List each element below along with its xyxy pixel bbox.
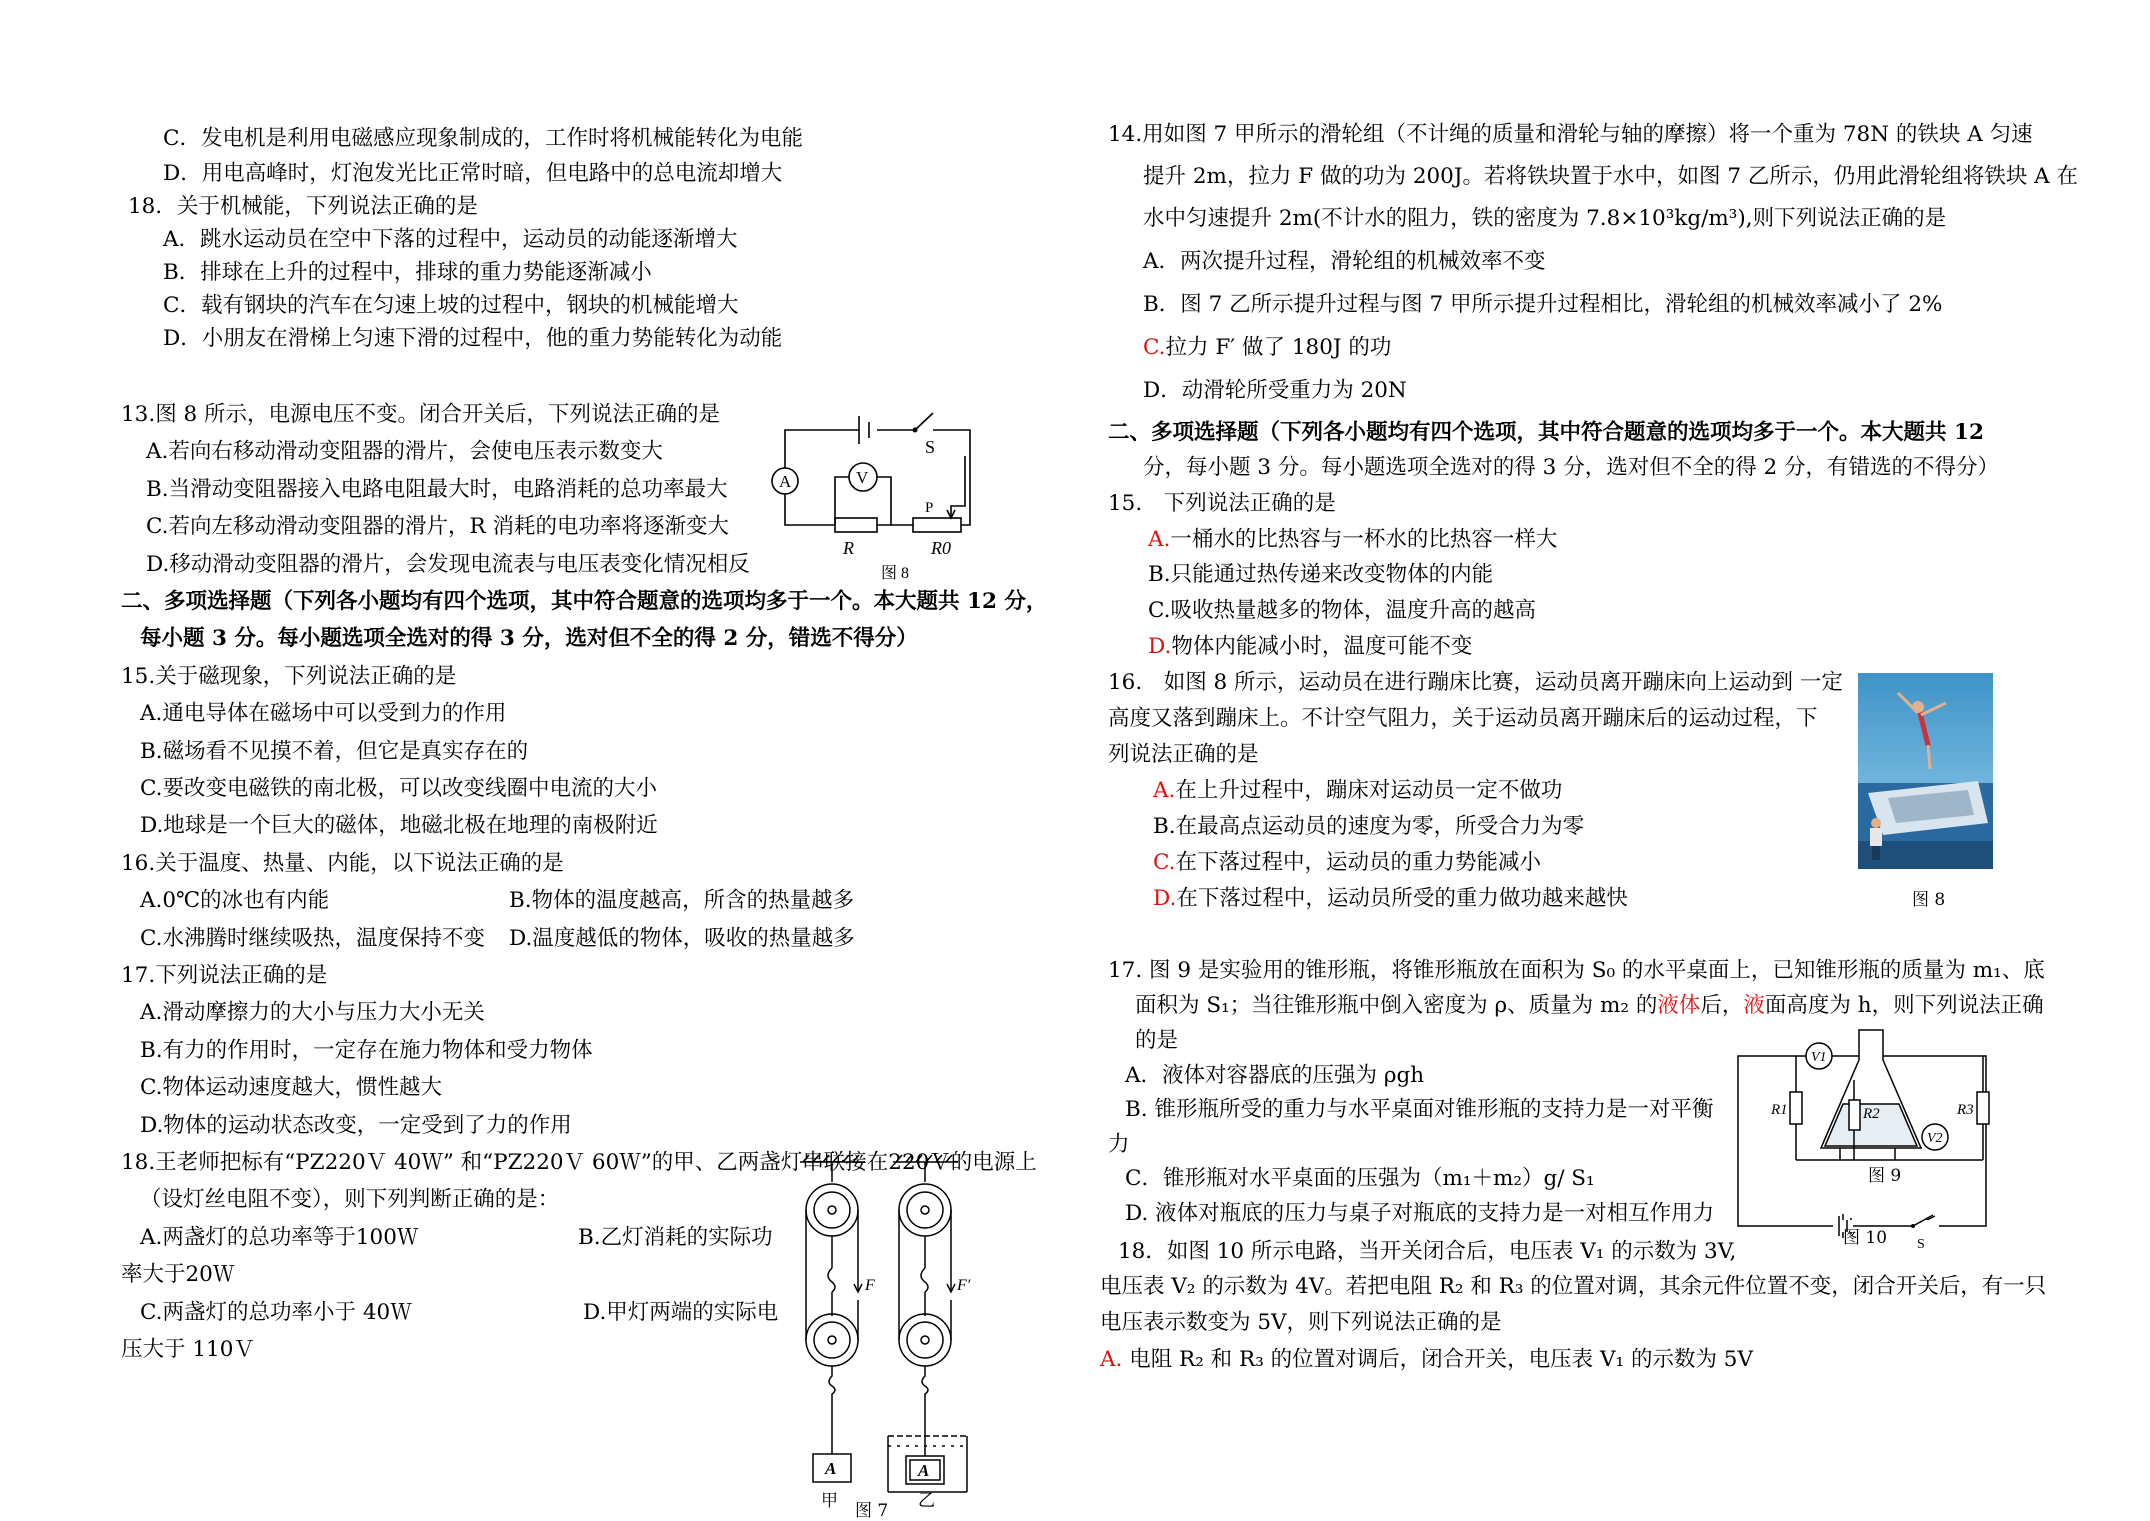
r-q16-stem-line1: 16. 如图 8 所示，运动员在进行蹦床比赛，运动员离开蹦床向上运动到 一定 bbox=[1108, 670, 1843, 695]
r-q14-stem-line3: 水中匀速提升 2m(不计水的阻力，铁的密度为 7.8×10³kg/m³),则下列说法正确的是 bbox=[1143, 206, 1947, 231]
q17-stem: 17.下列说法正确的是 bbox=[121, 963, 328, 988]
fig10-v1-label: V1 bbox=[1811, 1050, 1827, 1065]
q18a-option-a: A．跳水运动员在空中下落的过程中，运动员的动能逐渐增大 bbox=[163, 227, 738, 252]
q15-stem: 15.关于磁现象，下列说法正确的是 bbox=[121, 664, 457, 689]
q17-option-b: B.有力的作用时，一定存在施力物体和受力物体 bbox=[140, 1038, 593, 1063]
r-q17-option-b-part2: 力 bbox=[1108, 1132, 1130, 1157]
r-q16-stem-line3: 列说法正确的是 bbox=[1108, 742, 1259, 767]
q16-stem: 16.关于温度、热量、内能，以下说法正确的是 bbox=[121, 851, 564, 876]
r-q18-stem-line2: 电压表 V₂ 的示数为 4V。若把电阻 R₂ 和 R₃ 的位置对调，其余元件位置不变，闭合开关后，有一只 bbox=[1100, 1274, 2047, 1299]
q18b-option-d-part1: D.甲灯两端的实际电 bbox=[583, 1300, 779, 1325]
prev-option-d: D．用电高峰时，灯泡发光比正常时暗，但电路中的总电流却增大 bbox=[163, 161, 783, 186]
q18a-stem: 18．关于机械能，下列说法正确的是 bbox=[128, 194, 478, 219]
q18a-option-b: B．排球在上升的过程中，排球的重力势能逐渐减小 bbox=[163, 260, 652, 285]
r-q17-l2-part-a: 面积为 S₁；当往锥形瓶中倒入密度为 ρ、质量为 m₂ 的 bbox=[1135, 993, 1658, 1018]
fig8-ammeter-label: A bbox=[779, 472, 792, 491]
fig7-pulley-diagram bbox=[775, 1150, 1025, 1518]
r-q14-option-c-letter: C. bbox=[1143, 335, 1166, 360]
r-q17-stem-line3: 的是 bbox=[1135, 1028, 1179, 1053]
left-section2-heading-line2: 每小题 3 分。每小题选项全选对的得 3 分，选对但不全的得 2 分，错选不得分） bbox=[140, 626, 918, 651]
q18b-stem-line1: 18.王老师把标有“PZ220Ｖ 40Ｗ” 和“PZ220Ｖ 60Ｗ”的甲、乙两盏灯串联接在220Ｖ的电源上 bbox=[121, 1150, 1037, 1175]
q15-option-c: C.要改变电磁铁的南北极，可以改变线圈中电流的大小 bbox=[140, 776, 658, 801]
r-q14-stem-line2: 提升 2m，拉力 F 做的功为 200J。若将铁块置于水中，如图 7 乙所示，仍用此滑轮组将铁块 A 在 bbox=[1143, 164, 2079, 189]
fig10-switch-label: S bbox=[1917, 1237, 1925, 1250]
q18a-option-c: C．载有钢块的汽车在匀速上坡的过程中，钢块的机械能增大 bbox=[163, 293, 739, 318]
r-q15-option-c: C.吸收热量越多的物体，温度升高的越高 bbox=[1148, 598, 1537, 623]
q18b-option-a: A.两盏灯的总功率等于100Ｗ bbox=[140, 1225, 419, 1250]
r-q17-option-b-part1: B. 锥形瓶所受的重力与水平桌面对锥形瓶的支持力是一对平衡 bbox=[1125, 1097, 1714, 1122]
r-q18-stem-line1: 18．如图 10 所示电路，当开关闭合后，电压表 V₁ 的示数为 3V, bbox=[1118, 1239, 1737, 1264]
r-q17-l2-liquid2: 液 bbox=[1743, 993, 1765, 1018]
r-q15-stem: 15. 下列说法正确的是 bbox=[1108, 491, 1336, 516]
r-section2-heading-line1: 二、多项选择题（下列各小题均有四个选项，其中符合题意的选项均多于一个。本大题共 12 bbox=[1108, 420, 1984, 445]
r-q15-option-d bbox=[1148, 636, 1472, 658]
fig8-circuit-diagram bbox=[765, 408, 995, 588]
q15-option-b: B.磁场看不见摸不着，但它是真实存在的 bbox=[140, 739, 529, 764]
r-q16-option-a-text: 在上升过程中，蹦床对运动员一定不做功 bbox=[1175, 778, 1563, 803]
q18b-option-d-part2: 压大于 110Ｖ bbox=[121, 1337, 255, 1362]
r-q15-option-b: B.只能通过热传递来改变物体的内能 bbox=[1148, 562, 1494, 587]
r-q17-stem-line1: 17. 图 9 是实验用的锥形瓶，将锥形瓶放在面积为 S₀ 的水平桌面上，已知锥形瓶的质量为 m₁、底 bbox=[1108, 958, 2045, 983]
r-q18-option-a bbox=[1100, 1349, 1753, 1371]
r-q14-option-c-text: 拉力 F′ 做了 180J 的功 bbox=[1165, 335, 1392, 360]
r-q17-option-c: C．锥形瓶对水平桌面的压强为（m₁＋m₂）g/ S₁ bbox=[1125, 1166, 1595, 1191]
q18b-option-b-part1: B.乙灯消耗的实际功 bbox=[578, 1225, 773, 1250]
fig8-resistor-label: R bbox=[843, 538, 854, 558]
fig10-caption: 图 10 bbox=[1843, 1228, 1888, 1248]
r-q18-stem-line3: 电压表示数变为 5V，则下列说法正确的是 bbox=[1100, 1310, 1502, 1335]
q13-option-c: C.若向左移动滑动变阻器的滑片，R 消耗的电功率将逐渐变大 bbox=[146, 514, 730, 539]
r-q14-stem-line1: 14.用如图 7 甲所示的滑轮组（不计绳的质量和滑轮与轴的摩擦）将一个重为 78N 的铁块 A 匀速 bbox=[1108, 122, 2033, 147]
fig8-caption: 图 8 bbox=[881, 565, 910, 582]
fig10-r1-label: R1 bbox=[1771, 1102, 1788, 1118]
r-q14-option-d: D．动滑轮所受重力为 20N bbox=[1143, 378, 1407, 403]
fig7-block-a-yi: A bbox=[918, 1461, 930, 1480]
q18a-option-d: D．小朋友在滑梯上匀速下滑的过程中，他的重力势能转化为动能 bbox=[163, 326, 783, 351]
q17-option-c: C.物体运动速度越大，惯性越大 bbox=[140, 1075, 443, 1100]
r-q15-option-a-letter: A. bbox=[1148, 527, 1171, 552]
r-q16-option-d bbox=[1153, 888, 1628, 910]
r-q14-option-b: B．图 7 乙所示提升过程与图 7 甲所示提升过程相比，滑轮组的机械效率减小了 2% bbox=[1143, 292, 1943, 317]
r-q17-l2-part-e: 面高度为 h，则下列说法正确 bbox=[1764, 993, 2044, 1018]
r-q17-option-a: A．液体对容器底的压强为 ρgh bbox=[1125, 1063, 1425, 1088]
q16-option-a: A.0℃的冰也有内能 bbox=[140, 888, 330, 913]
r-q15-option-d-text: 物体内能减小时，温度可能不变 bbox=[1171, 634, 1473, 659]
r-q16-option-a bbox=[1153, 780, 1562, 802]
q17-option-a: A.滑动摩擦力的大小与压力大小无关 bbox=[140, 1000, 485, 1025]
r-q15-option-a-text: 一桶水的比热容与一杯水的比热容一样大 bbox=[1170, 527, 1558, 552]
q13-option-d: D.移动滑动变阻器的滑片，会发现电流表与电压表变化情况相反 bbox=[146, 552, 750, 577]
fig7-force-f-label: F bbox=[865, 1277, 875, 1294]
q18b-stem-line2: （设灯丝电阻不变），则下列判断正确的是： bbox=[140, 1187, 560, 1212]
r-q16-option-b: B.在最高点运动员的速度为零，所受合力为零 bbox=[1153, 814, 1585, 839]
fig8-slider-label: P bbox=[925, 500, 934, 516]
fig9-fig10-circuit-diagram bbox=[1735, 1020, 1995, 1250]
q18b-option-c: C.两盏灯的总功率小于 40Ｗ bbox=[140, 1300, 412, 1325]
fig8-rheostat-label: R0 bbox=[931, 538, 951, 558]
fig7-caption: 图 7 bbox=[855, 1501, 889, 1521]
q15-option-d: D.地球是一个巨大的磁体，地磁北极在地理的南极附近 bbox=[140, 813, 658, 838]
q17-option-d: D.物体的运动状态改变，一定受到了力的作用 bbox=[140, 1113, 572, 1138]
fig8-switch-label: S bbox=[925, 437, 936, 457]
r-q17-stem-line2 bbox=[1135, 995, 2044, 1017]
r-q17-l2-liquid: 液体 bbox=[1657, 993, 1701, 1018]
prev-option-c: C．发电机是利用电磁感应现象制成的，工作时将机械能转化为电能 bbox=[163, 126, 803, 151]
fig10-r2-label: R2 bbox=[1863, 1106, 1880, 1122]
r-q16-option-c bbox=[1153, 852, 1541, 874]
fig10-v2-label: V2 bbox=[1927, 1131, 1943, 1146]
q15-option-a: A.通电导体在磁场中可以受到力的作用 bbox=[140, 701, 507, 726]
r-q15-option-a bbox=[1148, 529, 1557, 551]
r-q16-option-d-letter: D. bbox=[1153, 886, 1177, 911]
r-q18-option-a-text: 电阻 R₂ 和 R₃ 的位置对调后，闭合开关，电压表 V₁ 的示数为 5V bbox=[1122, 1347, 1754, 1372]
r-q16-fig8-caption: 图 8 bbox=[1912, 890, 1946, 910]
r-q16-option-d-text: 在下落过程中，运动员所受的重力做功越来越快 bbox=[1176, 886, 1628, 911]
q13-stem: 13.图 8 所示，电源电压不变。闭合开关后，下列说法正确的是 bbox=[121, 402, 721, 427]
q18b-option-b-part2: 率大于20Ｗ bbox=[121, 1262, 235, 1287]
fig7-block-a-jia: A bbox=[825, 1459, 837, 1478]
r-q16-option-a-letter: A. bbox=[1153, 778, 1176, 803]
r-q17-l2-part-c: 后， bbox=[1700, 993, 1744, 1018]
r-q18-option-a-letter: A. bbox=[1100, 1347, 1123, 1372]
q13-option-b: B.当滑动变阻器接入电路电阻最大时，电路消耗的总功率最大 bbox=[146, 477, 728, 502]
r-q14-option-c bbox=[1143, 337, 1391, 359]
trampoline-photo bbox=[1858, 673, 1993, 869]
fig9-caption: 图 9 bbox=[1868, 1166, 1902, 1186]
left-section2-heading-line1: 二、多项选择题（下列各小题均有四个选项，其中符合题意的选项均多于一个。本大题共 12 分， bbox=[121, 589, 1048, 614]
r-q17-option-d: D. 液体对瓶底的压力与桌子对瓶底的支持力是一对相互作用力 bbox=[1125, 1201, 1715, 1226]
fig8-voltmeter-label: V bbox=[856, 468, 869, 487]
r-section2-heading-line2: 分，每小题 3 分。每小题选项全选对的得 3 分，选对但不全的得 2 分，有错选的不得分） bbox=[1143, 455, 2000, 480]
r-q16-stem-line2: 高度又落到蹦床上。不计空气阻力，关于运动员离开蹦床后的运动过程，下 bbox=[1108, 706, 1818, 731]
r-q16-option-c-letter: C. bbox=[1153, 850, 1176, 875]
fig7-force-f2-label: F′ bbox=[957, 1277, 971, 1294]
q13-option-a: A.若向右移动滑动变阻器的滑片，会使电压表示数变大 bbox=[146, 439, 663, 464]
fig7-label-jia: 甲 bbox=[821, 1491, 838, 1510]
q16-option-c: C.水沸腾时继续吸热，温度保持不变 bbox=[140, 926, 486, 951]
r-q15-option-d-letter: D. bbox=[1148, 634, 1172, 659]
fig10-r3-label: R3 bbox=[1957, 1102, 1974, 1118]
r-q16-option-c-text: 在下落过程中，运动员的重力势能减小 bbox=[1175, 850, 1542, 875]
q16-option-b: B.物体的温度越高，所含的热量越多 bbox=[509, 888, 855, 913]
q16-option-d: D.温度越低的物体，吸收的热量越多 bbox=[509, 926, 855, 951]
fig7-label-yi: 乙 bbox=[918, 1491, 935, 1510]
r-q14-option-a: A．两次提升过程，滑轮组的机械效率不变 bbox=[1143, 249, 1546, 274]
